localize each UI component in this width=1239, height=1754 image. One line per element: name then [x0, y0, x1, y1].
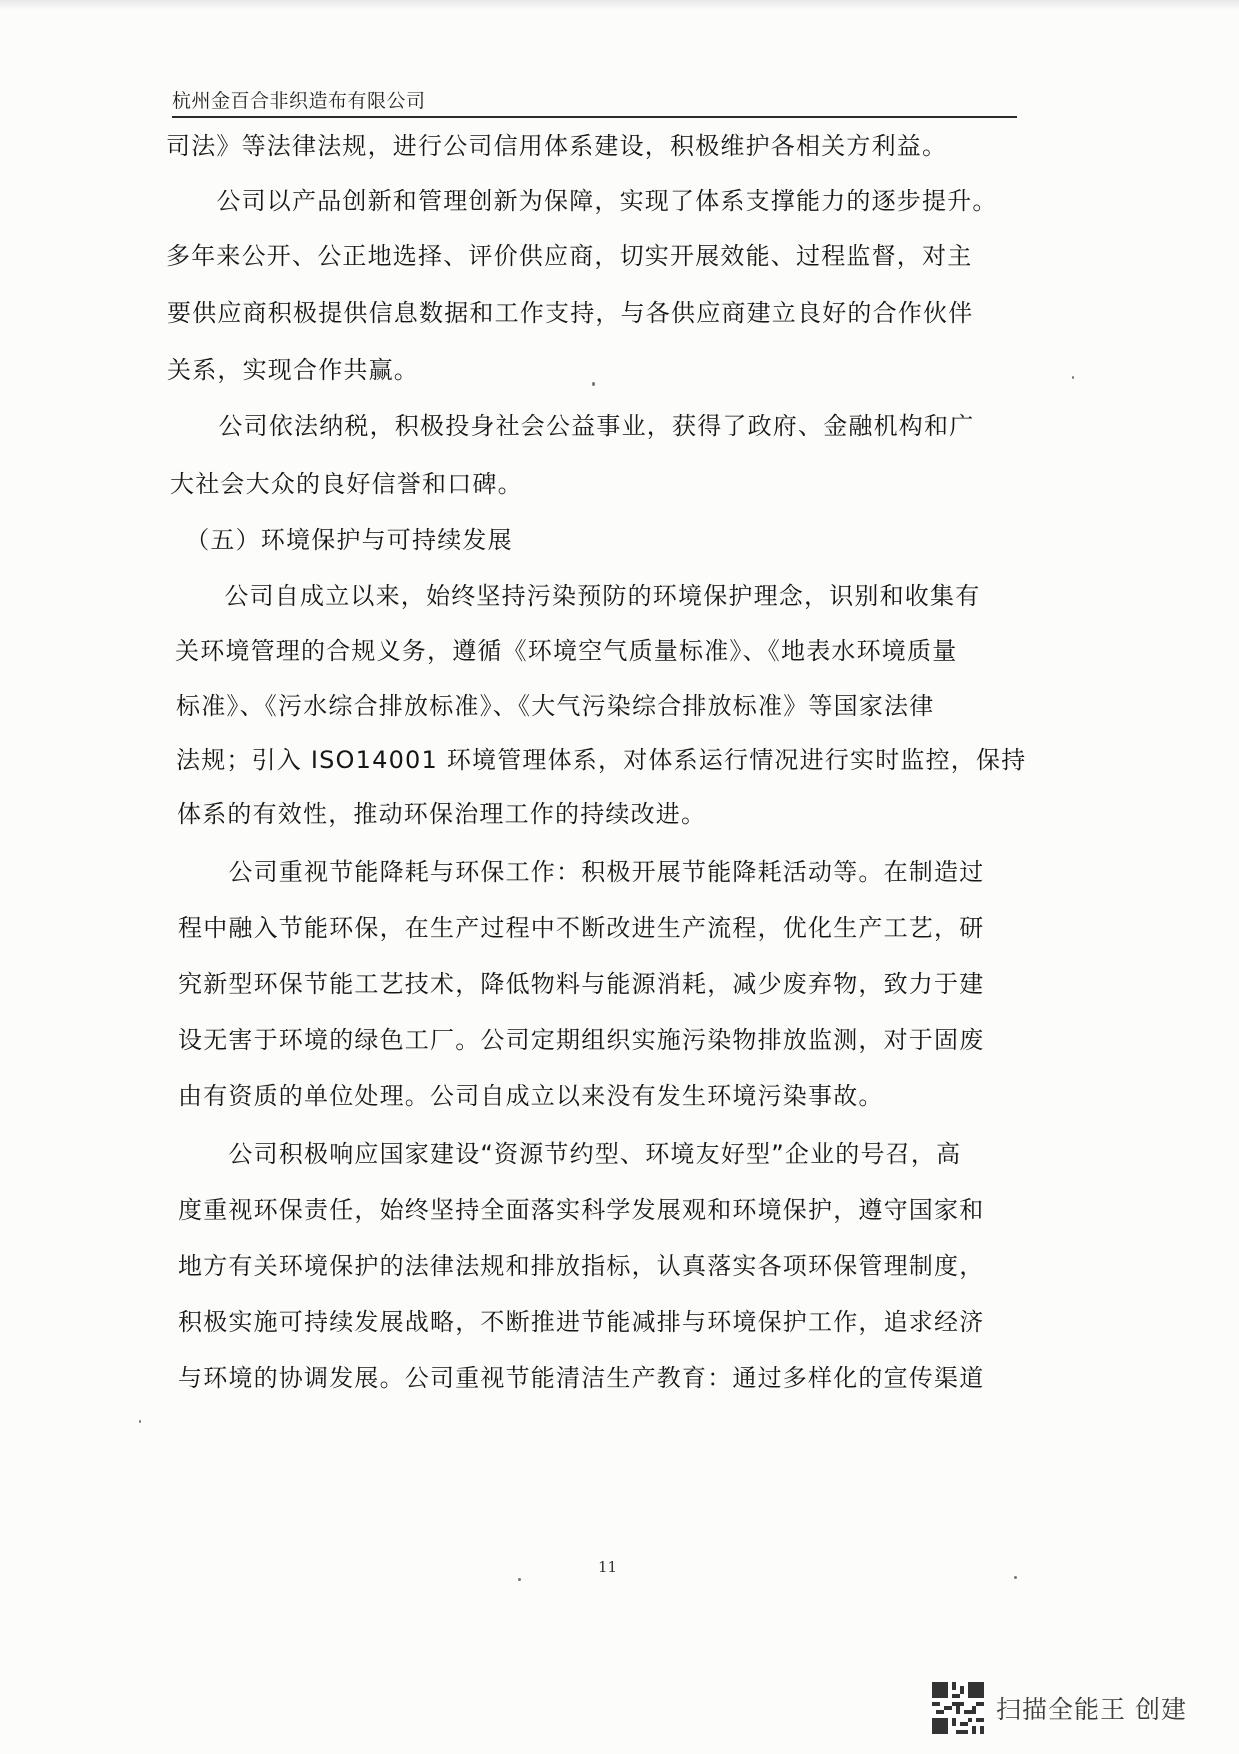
scanner-watermark — [932, 1680, 1187, 1736]
body-line: 司法》等法律法规，进行公司信用体系建设，积极维护各相关方利益。 — [166, 132, 948, 160]
body-line: 地方有关环境保护的法律法规和排放指标，认真落实各项环保管理制度， — [178, 1252, 985, 1280]
scan-speck — [518, 1578, 521, 1581]
body-line: 法规；引入 ISO14001 环境管理体系，对体系运行情况进行实时监控，保持 — [176, 746, 1027, 774]
scan-edge-shadow — [0, 0, 1239, 10]
body-line: 由有资质的单位处理。公司自成立以来没有发生环境污染事故。 — [178, 1082, 884, 1110]
body-line: 公司积极响应国家建设“资源节约型、环境友好型”企业的号召，高 — [178, 1140, 962, 1168]
body-line: 公司依法纳税，积极投身社会公益事业，获得了政府、金融机构和广 — [168, 412, 975, 440]
header-divider — [172, 116, 1017, 118]
body-line: 积极实施可持续发展战略，不断推进节能减排与环境保护工作，追求经济 — [178, 1308, 985, 1336]
header-company-name: 杭州金百合非织造布有限公司 — [172, 90, 426, 112]
body-line: 体系的有效性，推动环保治理工作的持续改进。 — [177, 800, 707, 828]
body-line: 多年来公开、公正地选择、评价供应商，切实开展效能、过程监督，对主 — [166, 242, 973, 270]
page-number: 11 — [598, 1558, 618, 1576]
body-line: 关系，实现合作共赢。 — [167, 356, 419, 384]
scan-speck — [1014, 1576, 1017, 1579]
scan-speck — [1072, 376, 1074, 379]
body-line: 公司以产品创新和管理创新为保障，实现了体系支撑能力的逐步提升。 — [166, 187, 998, 215]
body-line: 度重视环保责任，始终坚持全面落实科学发展观和环境保护，遵守国家和 — [178, 1196, 985, 1224]
body-line: 关环境管理的合规义务，遵循《环境空气质量标准》、《地表水环境质量 — [175, 637, 958, 665]
qr-code-icon — [932, 1682, 984, 1734]
body-line: 程中融入节能环保，在生产过程中不断改进生产流程，优化生产工艺，研 — [178, 914, 985, 942]
body-line: 公司自成立以来，始终坚持污染预防的环境保护理念，识别和收集有 — [174, 582, 981, 610]
body-line: 要供应商积极提供信息数据和工作支持，与各供应商建立良好的合作伙伴 — [167, 299, 974, 327]
section-heading: （五）环境保护与可持续发展 — [172, 526, 513, 554]
page-header — [172, 86, 1017, 113]
body-line: 与环境的协调发展。公司重视节能清洁生产教育：通过多样化的宣传渠道 — [178, 1364, 985, 1392]
scan-speck — [592, 382, 595, 386]
body-line: 大社会大众的良好信誉和口碑。 — [170, 470, 523, 498]
body-line: 公司重视节能降耗与环保工作：积极开展节能降耗活动等。在制造过 — [178, 858, 985, 886]
scanner-watermark-text: 扫描全能王 创建 — [996, 1695, 1187, 1724]
body-line: 标准》、《污水综合排放标准》、《大气污染综合排放标准》等国家法律 — [176, 692, 935, 720]
scan-speck — [139, 1420, 141, 1423]
body-line: 设无害于环境的绿色工厂。公司定期组织实施污染物排放监测，对于固废 — [178, 1026, 985, 1054]
body-line: 究新型环保节能工艺技术，降低物料与能源消耗，减少废弃物，致力于建 — [178, 970, 985, 998]
